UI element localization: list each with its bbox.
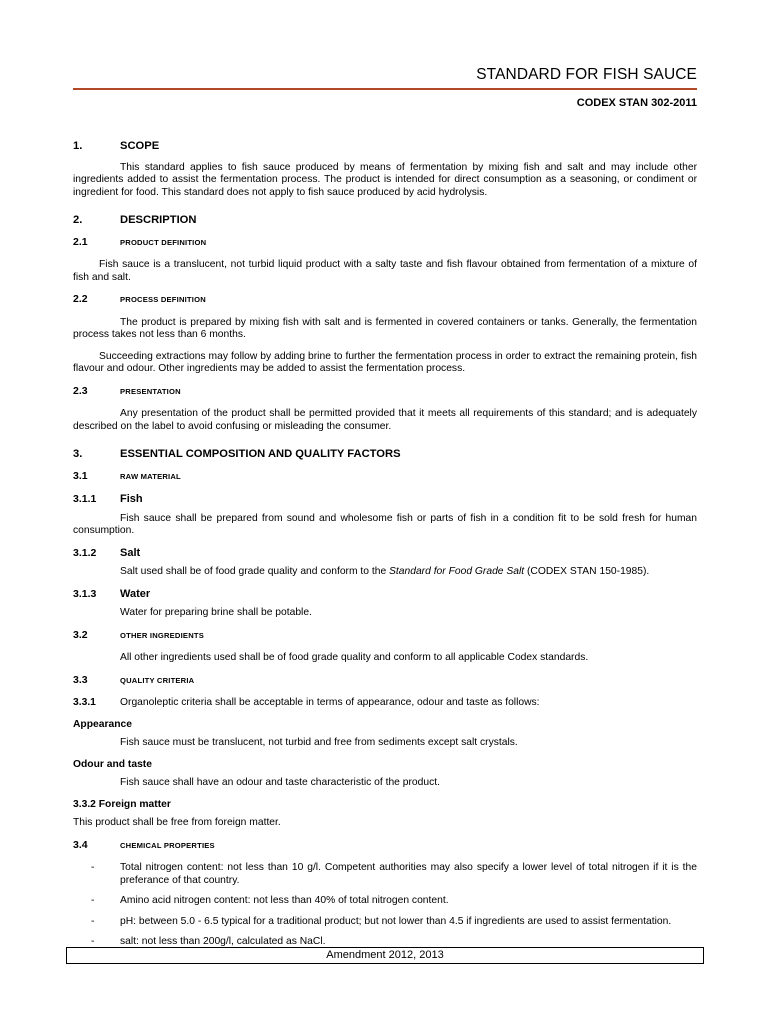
subsection-heading-presentation	[73, 385, 697, 399]
subsection-title: OTHER INGREDIENTS	[120, 630, 204, 640]
organoleptic-criteria-row	[73, 697, 697, 710]
product-definition-paragraph: Fish sauce is a translucent, not turbid liquid product with a salty taste and fish flavour obtained from fermentation of a mixture of fish and salt.	[73, 259, 697, 283]
subsection-heading-raw-material	[73, 470, 697, 484]
section-heading-description	[73, 214, 697, 227]
subsection-title: PRODUCT DEFINITION	[120, 237, 207, 247]
salt-standard-title: Standard for Food Grade Salt	[389, 566, 525, 577]
list-item-text: salt: not less than 200g/l, calculated as NaCl.	[120, 936, 326, 947]
appearance-paragraph: Fish sauce must be translucent, not turbid and free from sediments except salt crystals.	[120, 737, 518, 748]
document-body	[73, 140, 697, 957]
subsection-number: 2.2	[73, 293, 88, 305]
subsection-number: 3.1	[73, 469, 88, 482]
section-heading-scope	[73, 140, 697, 153]
section-title: SCOPE	[120, 140, 160, 152]
subsubsection-heading-water	[73, 588, 697, 601]
process-definition-paragraph-2: Succeeding extractions may follow by adding brine to further the fermentation process in order to extract the remaining protein, fish flavour and odour. Other ingredients may be added to assist the fermentation process.	[73, 350, 697, 374]
subsubsection-number: 3.1.2	[73, 546, 97, 559]
subsection-title: CHEMICAL PROPERTIES	[120, 840, 215, 850]
bullet-dash: -	[91, 895, 95, 906]
subsection-title: RAW MATERIAL	[120, 471, 181, 481]
subsubsection-heading-salt	[73, 547, 697, 560]
list-item	[73, 862, 697, 887]
subsection-heading-other-ingredients	[73, 629, 697, 643]
odour-taste-heading: Odour and taste	[73, 758, 152, 770]
subsubsection-number: 3.1.3	[73, 587, 97, 600]
subsection-heading-quality-criteria	[73, 674, 697, 688]
subsubsection-title: Fish	[120, 493, 143, 505]
scope-paragraph: This standard applies to fish sauce produced by means of fermentation by mixing fish and salt and may include other ingredients added to assist the fermentation process. The product is intended for direct consumption as a seasoning, or condiment or ingredient for food. This standard does not apply to fish sauce produced by acid hydrolysis.	[73, 161, 697, 198]
subsection-number: 2.1	[73, 235, 88, 248]
presentation-paragraph: Any presentation of the product shall be permitted provided that it meets all requirements of this standard; and is adequately described on the label to avoid confusing or misleading the consumer.	[73, 408, 697, 432]
subsection-number: 3.4	[73, 838, 88, 851]
water-paragraph: Water for preparing brine shall be potable.	[120, 607, 312, 618]
list-item	[73, 895, 697, 908]
subsection-title: QUALITY CRITERIA	[120, 675, 195, 685]
list-item-text: Amino acid nitrogen content: not less than 40% of total nitrogen content.	[120, 895, 449, 906]
list-item-text: Total nitrogen content: not less than 10 g/l. Competent authorities may also specify a lower level of total nitrogen if it is the preferance of that country.	[120, 862, 697, 886]
subsubsection-heading-fish	[73, 493, 697, 506]
process-definition-paragraph-1: The product is prepared by mixing fish with salt and is fermented in covered containers or tanks. Generally, the fermentation process takes not less than 6 months.	[73, 316, 697, 340]
subsection-title: PRESENTATION	[120, 386, 181, 396]
section-title: ESSENTIAL COMPOSITION AND QUALITY FACTORS	[120, 448, 401, 460]
subsection-number: 3.2	[73, 628, 88, 641]
section-number: 3.	[73, 448, 83, 460]
other-ingredients-paragraph: All other ingredients used shall be of food grade quality and conform to all applicable Codex standards.	[120, 652, 589, 663]
title-rule	[73, 88, 697, 90]
bullet-dash: -	[91, 936, 95, 947]
salt-text-post: (CODEX STAN 150-1985).	[524, 566, 650, 577]
salt-text-pre: Salt used shall be of food grade quality and conform to the	[120, 566, 390, 577]
subsection-heading-product-definition	[73, 236, 697, 250]
section-number: 1.	[73, 140, 83, 152]
foreign-matter-paragraph: This product shall be free from foreign matter.	[73, 817, 281, 828]
section-number: 2.	[73, 214, 83, 226]
list-item	[73, 916, 697, 929]
subsubsection-number: 3.1.1	[73, 493, 97, 505]
fish-paragraph: Fish sauce shall be prepared from sound and wholesome fish or parts of fish in a condition fit to be sold fresh for human consumption.	[73, 512, 697, 536]
salt-paragraph	[73, 566, 697, 579]
document-title: STANDARD FOR FISH SAUCE	[476, 66, 697, 83]
foreign-matter-heading: 3.3.2 Foreign matter	[73, 798, 171, 810]
subsection-number: 3.3	[73, 673, 88, 686]
bullet-dash: -	[91, 915, 95, 927]
appearance-heading: Appearance	[73, 718, 132, 730]
subsection-heading-process-definition	[73, 293, 697, 307]
subsection-heading-chemical-properties	[73, 839, 697, 853]
organoleptic-criteria-text: Organoleptic criteria shall be acceptable in terms of appearance, odour and taste as follows:	[120, 697, 540, 708]
codex-reference: CODEX STAN 302-2011	[576, 97, 697, 109]
section-heading-composition	[73, 448, 697, 461]
odour-taste-paragraph: Fish sauce shall have an odour and taste characteristic of the product.	[120, 777, 440, 788]
section-title: DESCRIPTION	[120, 214, 197, 226]
bullet-dash: -	[91, 862, 95, 873]
subsubsection-title: Salt	[120, 546, 141, 559]
subsubsection-title: Water	[120, 587, 151, 600]
amendment-footer: Amendment 2012, 2013	[66, 947, 704, 964]
subsection-title: PROCESS DEFINITION	[120, 295, 206, 304]
list-item-text: pH: between 5.0 - 6.5 typical for a traditional product; but not lower than 4.5 if ingredients are used to assist fermentation.	[120, 915, 672, 927]
subsection-number: 2.3	[73, 384, 88, 397]
subsubsection-number: 3.3.1	[73, 697, 96, 708]
